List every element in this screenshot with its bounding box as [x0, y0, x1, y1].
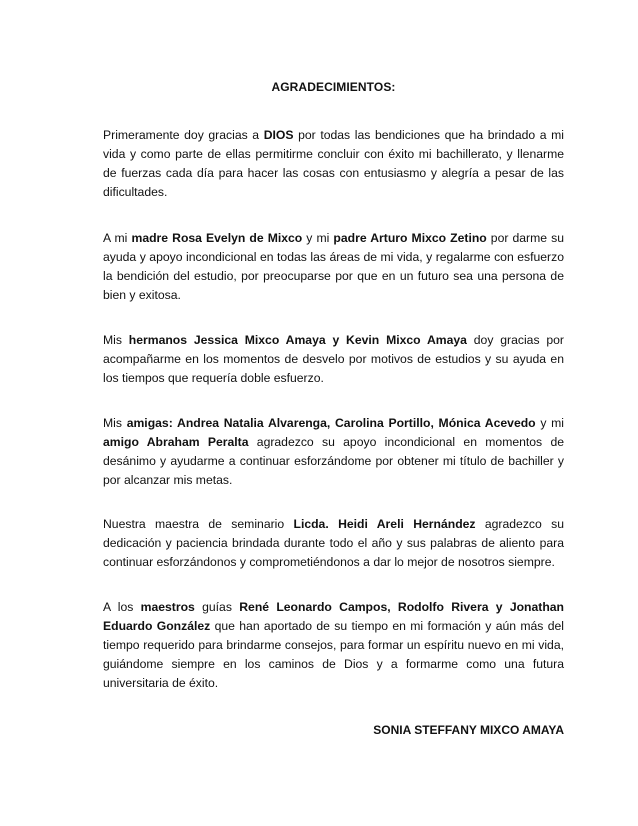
bold-text-run: maestros — [140, 600, 195, 614]
bold-text-run: hermanos Jessica Mixco Amaya y Kevin Mixco Amaya — [128, 333, 467, 347]
bold-text-run: madre Rosa Evelyn de Mixco — [131, 231, 303, 245]
paragraph-parents — [103, 229, 564, 305]
signature: SONIA STEFFANY MIXCO AMAYA — [373, 723, 564, 737]
bold-text-run: amigo Abraham Peralta — [103, 435, 249, 449]
text-run: por todas las bendiciones que ha brindado a mi vida y como parte de ellas permitirme concluir con éxito mi bachillerato, y llenarme de fuerzas cada día para hacer las cosas con entusiasmo y alegría a pesar de las dificultades. — [103, 128, 565, 199]
paragraph-guide-teachers — [103, 598, 564, 693]
paragraph-siblings — [103, 331, 564, 388]
paragraph-friends — [103, 414, 564, 490]
text-run: Primeramente doy gracias a — [103, 128, 264, 142]
bold-text-run: DIOS — [263, 128, 294, 142]
text-run: A mi — [103, 231, 132, 245]
document-title: AGRADECIMIENTOS: — [271, 80, 396, 94]
text-run: Mis — [103, 416, 127, 430]
bold-text-run: René Leonardo Campos, Rodolfo Rivera y Jonathan Eduardo González — [103, 600, 565, 633]
text-run: Nuestra maestra de seminario — [103, 517, 294, 531]
text-run: que han aportado de su tiempo en mi formación y aún más del tiempo requerido para brindarme consejos, para formar un espíritu nuevo en mi vida, guiándome siempre en los caminos de Dios y a formarme como una futura universitaria de éxito. — [103, 619, 564, 690]
paragraph-god — [103, 126, 564, 202]
text-run: agradezco su apoyo incondicional en momentos de desánimo y ayudarme a continuar esforzándome por obtener mi título de bachiller y por alcanzar mis metas. — [103, 435, 565, 487]
paragraph-seminar-teacher — [103, 515, 564, 572]
text-run: y mi — [535, 416, 565, 430]
text-run: Mis — [103, 333, 129, 347]
bold-text-run: amigas: Andrea Natalia Alvarenga, Carolina Portillo, Mónica Acevedo — [126, 416, 536, 430]
text-run: y mi — [302, 231, 334, 245]
text-run: agradezco su dedicación y paciencia brindada durante todo el año y sus palabras de aliento para continuar esforzándonos y comprometiéndonos a dar lo mejor de nosotros siempre. — [103, 517, 565, 569]
text-run: guías — [194, 600, 240, 614]
text-run: doy gracias por acompañarme en los momentos de desvelo por motivos de estudios y su ayuda en los tiempos que requería doble esfuerzo. — [103, 333, 564, 385]
text-run: A los — [103, 600, 141, 614]
bold-text-run: padre Arturo Mixco Zetino — [333, 231, 487, 245]
text-run: por darme su ayuda y apoyo incondicional en todas las áreas de mi vida, y regalarme con esfuerzo la bendición del estudio, por preocuparse por que en un futuro sea una persona de bien y exitosa. — [103, 231, 564, 302]
bold-text-run: Licda. Heidi Areli Hernández — [293, 517, 476, 531]
